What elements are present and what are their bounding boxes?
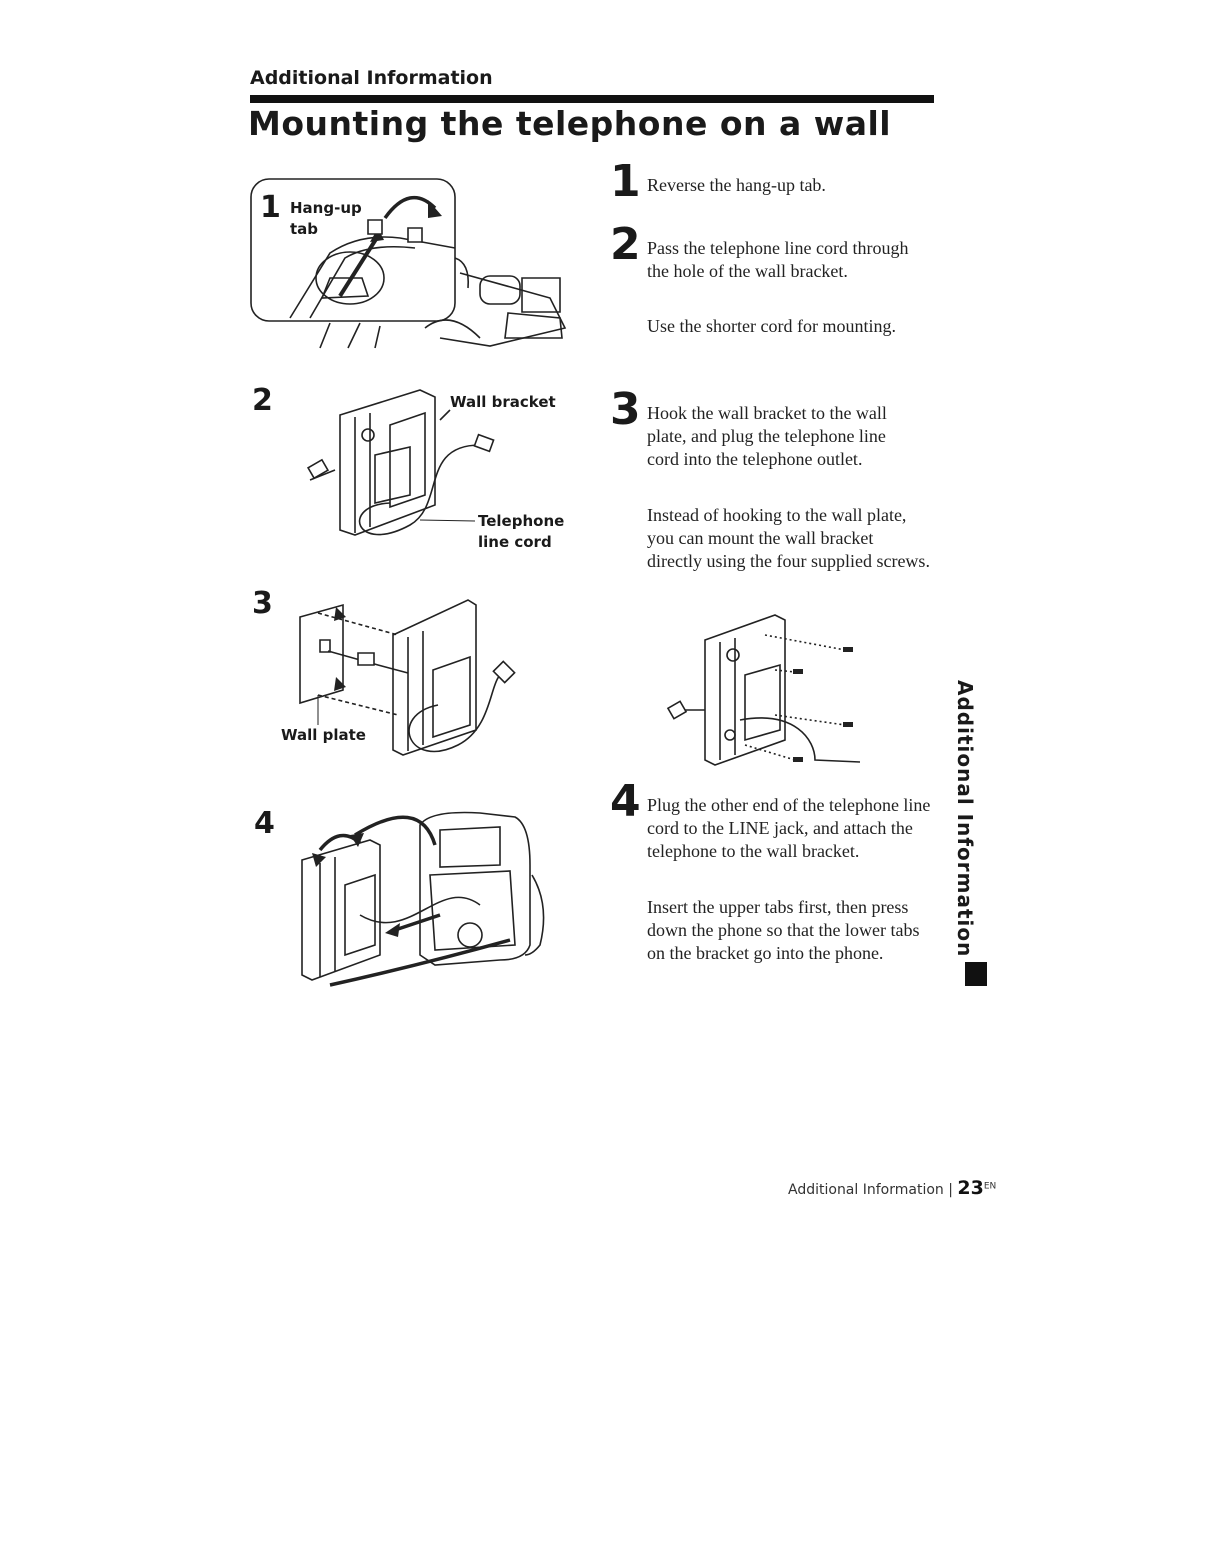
header-rule — [250, 95, 934, 103]
side-tab-marker — [965, 962, 987, 986]
arrow-head-icon-4a — [312, 853, 326, 867]
screw-icon-4 — [793, 757, 803, 762]
label-wall-bracket: Wall bracket — [450, 393, 556, 411]
screw-mount-illustration — [665, 610, 865, 770]
hook-arrow-icon-2 — [334, 677, 346, 691]
plug-icon-5 — [668, 701, 686, 718]
bracket-on-wall — [302, 840, 380, 980]
figure-2-number: 2 — [252, 383, 273, 418]
label-line-cord — [478, 511, 564, 553]
step-text: Pass the telephone line cord through the hole of the wall bracket. — [647, 238, 909, 281]
step-note: Use the shorter cord for mounting. — [647, 316, 896, 336]
label-line-cord-text: line cord — [478, 533, 552, 551]
figure-1-number: 1 — [260, 190, 281, 225]
reverse-arrow — [385, 198, 435, 218]
step-note: Insert the upper tabs first, then press down the phone so that the lower tabs on the bracket go into the phone. — [647, 897, 920, 963]
step-text: Reverse the hang-up tab. — [647, 175, 826, 195]
step-number: 3 — [610, 384, 641, 435]
label-wall-plate: Wall plate — [281, 726, 366, 744]
arrow-head-icon-4c — [385, 923, 400, 937]
screw-icon — [843, 647, 853, 652]
plug-icon-2 — [308, 460, 328, 478]
footer-divider: | — [948, 1182, 958, 1198]
label-telephone: Telephone — [478, 512, 565, 530]
step-2 — [610, 219, 940, 373]
label-hangup: Hang-up — [290, 199, 362, 217]
screw-icon-3 — [843, 722, 853, 727]
figure-4-number: 4 — [254, 806, 275, 841]
step-4 — [610, 776, 940, 995]
figure-4-illustration — [300, 805, 550, 995]
step-3 — [610, 384, 940, 603]
figure-1-label — [290, 198, 362, 240]
cord-screw-fig — [740, 718, 860, 762]
hangup-tab-reversed-icon — [408, 228, 422, 242]
page-number: 23 — [957, 1177, 984, 1199]
page-footer — [788, 1177, 996, 1199]
step-text: Plug the other end of the telephone line cord to the LINE jack, and attach the telephone to the wall bracket. — [647, 795, 931, 861]
step-1 — [610, 156, 940, 220]
step-number: 4 — [610, 776, 641, 827]
page-suffix: EN — [983, 1181, 997, 1192]
screw-icon-2 — [793, 669, 803, 674]
step-note: Instead of hooking to the wall plate, you can mount the wall bracket directly using the four supplied screws. — [647, 505, 930, 571]
plug-icon-4 — [358, 653, 374, 665]
step-text: Hook the wall bracket to the wall plate, and plug the telephone line cord into the telephone outlet. — [647, 403, 887, 469]
footer-section: Additional Information — [788, 1182, 944, 1198]
line-cord-3 — [409, 674, 508, 752]
plug-icon — [474, 435, 493, 452]
step-number: 2 — [610, 219, 641, 270]
label-tab: tab — [290, 220, 319, 238]
hangup-tab-icon — [368, 220, 382, 234]
reverse-arrow-head-icon — [428, 200, 442, 218]
figure-3-number: 3 — [252, 586, 273, 621]
step-number: 1 — [610, 156, 641, 207]
side-tab-label: Additional Information — [953, 680, 977, 958]
telephone-body — [420, 813, 530, 966]
page-title: Mounting the telephone on a wall — [248, 104, 892, 143]
hook-arrow-icon — [334, 607, 346, 621]
section-label: Additional Information — [250, 67, 493, 89]
